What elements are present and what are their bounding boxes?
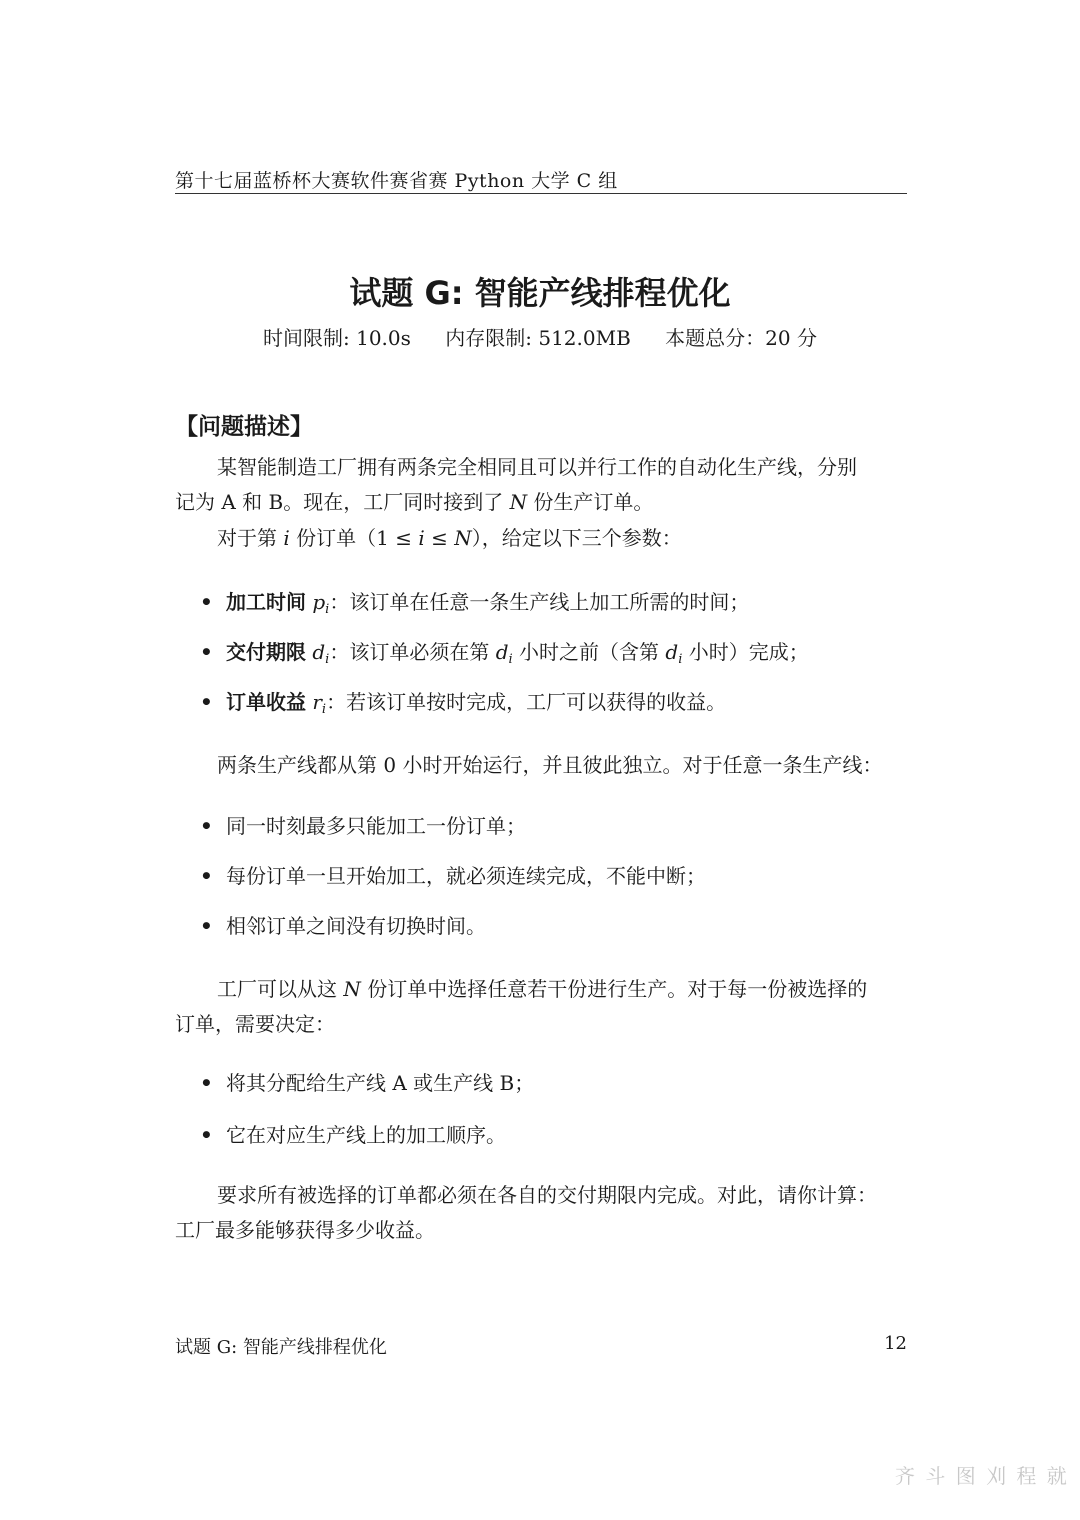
page-number: 12 [884, 1333, 907, 1354]
param-symbol: d [665, 640, 679, 664]
param-symbol: d [495, 640, 509, 664]
bullet-dot: • [200, 1071, 213, 1095]
p2a: 对于第 [217, 526, 284, 550]
time-limit: 时间限制: 10.0s [263, 326, 411, 350]
param-term: 交付期限 [226, 640, 306, 664]
p2c: ≤ [424, 526, 455, 550]
var-i-2: i [418, 526, 425, 550]
subscript-i: i [325, 652, 330, 667]
param-item-time [200, 587, 900, 625]
bullet-dot: • [200, 590, 213, 614]
var-N-3: N [343, 977, 361, 1001]
watermark: 齐 斗 图 刈 程 就 [895, 1464, 1069, 1488]
paragraph-params-intro [175, 521, 907, 556]
rule-item [200, 861, 900, 891]
param-desc: ：该订单在任意一条生产线上加工所需的时间； [329, 590, 750, 614]
param-symbol: p [312, 590, 326, 614]
rule-item [200, 811, 900, 841]
running-header: 第十七届蓝桥杯大赛软件赛省赛 Python 大学 C 组 [175, 170, 618, 192]
header-rule [175, 193, 907, 194]
param-desc-c: 小时）完成； [682, 640, 809, 664]
param-desc-b: 小时之前（含第 [512, 640, 666, 664]
p4-line2: 订单，需要决定： [175, 1012, 335, 1036]
rule-item [200, 911, 900, 941]
limits-line [0, 322, 1080, 351]
p2b: 份订单（1 ≤ [289, 526, 419, 550]
bullet-dot: • [200, 690, 213, 714]
var-N-2: N [454, 526, 472, 550]
running-footer: 试题 G: 智能产线排程优化 [175, 1337, 387, 1358]
p1-line2a: 记为 A 和 B。现在，工厂同时接到了 [175, 490, 510, 514]
param-symbol: r [312, 690, 322, 714]
bullet-dot: • [200, 640, 213, 664]
problem-title: 试题 G: 智能产线排程优化 [349, 274, 731, 312]
rule-text: 每份订单一旦开始加工，就必须连续完成，不能中断； [226, 864, 706, 888]
paragraph-goal [175, 1178, 907, 1248]
p4-line1a: 工厂可以从这 [217, 977, 344, 1001]
total-score: 本题总分：20 分 [665, 326, 817, 350]
param-symbol: d [312, 640, 326, 664]
param-item-deadline [200, 637, 900, 675]
section-title: 【问题描述】 [175, 414, 313, 440]
param-desc-a: ：该订单必须在第 [329, 640, 496, 664]
p1-line2b: 份生产订单。 [527, 490, 654, 514]
paragraph-selection [175, 972, 907, 1042]
var-i: i [283, 526, 290, 550]
decision-text: 将其分配给生产线 A 或生产线 B； [226, 1071, 535, 1095]
decision-text: 它在对应生产线上的加工顺序。 [226, 1123, 506, 1147]
memory-limit: 内存限制: 512.0MB [445, 326, 631, 350]
subscript-i: i [678, 652, 683, 667]
param-desc: ：若该订单按时完成，工厂可以获得的收益。 [326, 690, 727, 714]
param-term: 加工时间 [226, 590, 306, 614]
subscript-i: i [321, 702, 327, 717]
bullet-dot: • [200, 914, 213, 938]
paragraph-intro [175, 450, 907, 520]
p1-line2 [175, 485, 907, 520]
p4-line1b: 份订单中选择任意若干份进行生产。对于每一份被选择的 [360, 977, 868, 1001]
p1-line1: 某智能制造工厂拥有两条完全相同且可以并行工作的自动化生产线，分别 [217, 455, 857, 479]
subscript-i: i [508, 652, 513, 667]
rule-text: 同一时刻最多只能加工一份订单； [226, 814, 526, 838]
param-item-revenue [200, 687, 900, 725]
p5-line1: 要求所有被选择的订单都必须在各自的交付期限内完成。对此，请你计算： [217, 1183, 877, 1207]
decision-item [200, 1120, 900, 1150]
p5-line2: 工厂最多能够获得多少收益。 [175, 1218, 435, 1242]
bullet-dot: • [200, 814, 213, 838]
rule-text: 相邻订单之间没有切换时间。 [226, 914, 486, 938]
bullet-dot: • [200, 1123, 213, 1147]
p2d: ），给定以下三个参数： [471, 526, 682, 550]
param-term: 订单收益 [226, 690, 306, 714]
paragraph-lines: 两条生产线都从第 0 小时开始运行，并且彼此独立。对于任意一条生产线： [217, 753, 883, 777]
var-N: N [509, 490, 528, 514]
bullet-dot: • [200, 864, 213, 888]
decision-item [200, 1068, 900, 1098]
subscript-i: i [325, 602, 330, 617]
